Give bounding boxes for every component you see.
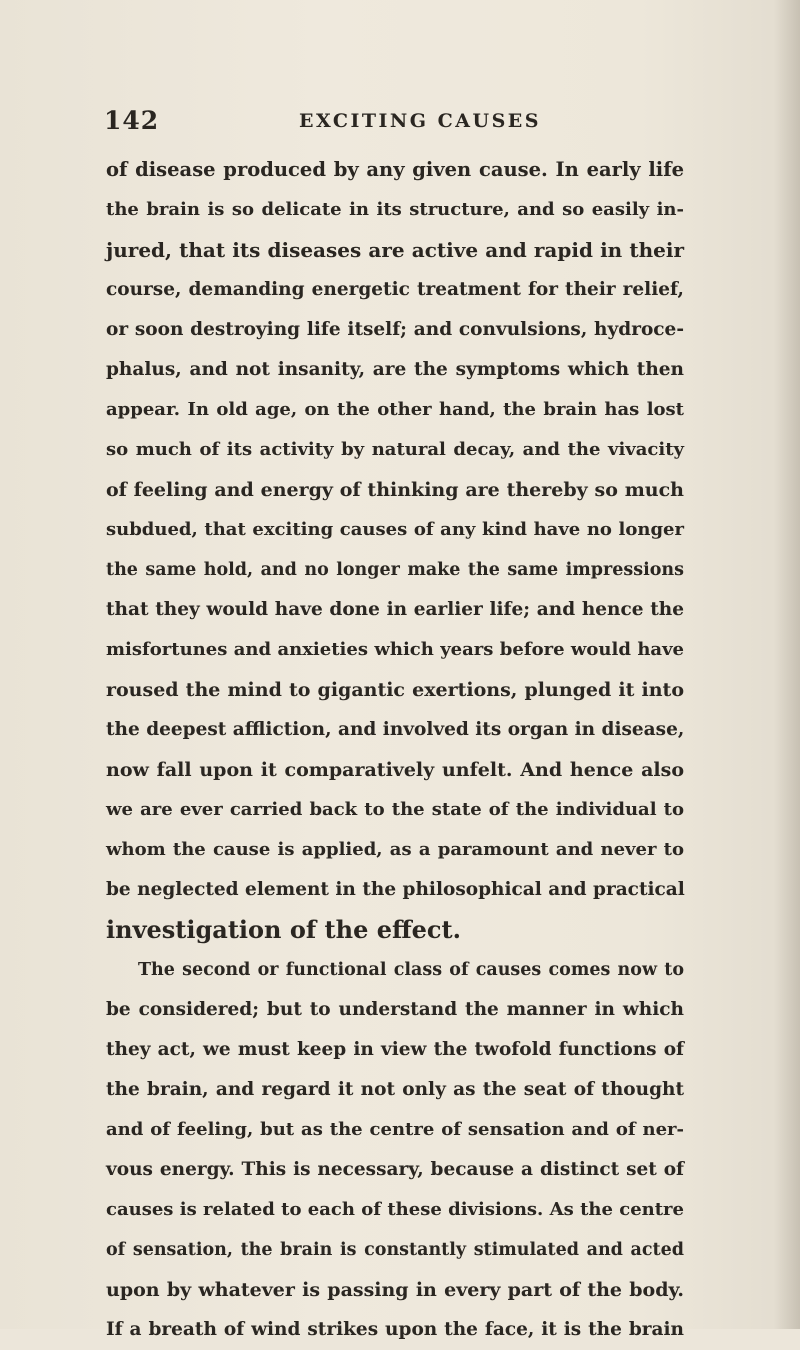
text-line: the same hold, and no longer make the same impressions — [106, 560, 684, 580]
page-number: 142 — [104, 106, 160, 135]
text-line: the brain, and regard it not only as the seat of thought — [106, 1079, 684, 1100]
text-line: of disease produced by any given cause. In early life — [106, 158, 684, 181]
text-line: so much of its activity by natural decay, and the vivacity — [106, 439, 684, 460]
text-line: If a breath of wind strikes upon the face, it is the brain — [106, 1319, 684, 1340]
text-line: be neglected element in the philosophical and practical — [106, 879, 685, 900]
text-line: the deepest affliction, and involved its organ in disease, — [106, 719, 685, 740]
text-line: phalus, and not insanity, are the symptoms which then — [106, 359, 684, 380]
text-line: investigation of the effect. — [106, 915, 461, 944]
text-line: they act, we must keep in view the twofold functions of — [106, 1039, 684, 1060]
text-line: the brain is so delicate in its structure, and so easily in- — [106, 199, 684, 220]
text-line: now fall upon it comparatively unfelt. And hence also — [106, 759, 684, 781]
text-line: subdued, that exciting causes of any kind have no longer — [106, 519, 684, 540]
text-line: misfortunes and anxieties which years before would have — [106, 639, 684, 660]
text-line: of feeling and energy of thinking are thereby so much — [106, 479, 684, 501]
text-line: course, demanding energetic treatment for their relief, — [106, 279, 684, 300]
text-line: appear. In old age, on the other hand, the brain has lost — [106, 399, 684, 420]
text-line: roused the mind to gigantic exertions, plunged it into — [106, 679, 684, 701]
page-header — [104, 106, 704, 140]
text-line: of sensation, the brain is constantly stimulated and acted — [106, 1240, 684, 1260]
text-line: and of feeling, but as the centre of sensation and of ner- — [106, 1119, 684, 1140]
text-line: be considered; but to understand the manner in which — [106, 999, 684, 1020]
text-line: whom the cause is applied, as a paramount and never to — [106, 839, 684, 860]
page-edge-shadow — [774, 0, 800, 1329]
text-line: The second or functional class of causes comes now to — [138, 960, 684, 980]
text-line: that they would have done in earlier life; and hence the — [106, 599, 684, 620]
text-line: upon by whatever is passing in every part of the body. — [106, 1279, 684, 1301]
text-line: we are ever carried back to the state of the individual to — [106, 799, 684, 820]
text-line: vous energy. This is necessary, because a distinct set of — [106, 1159, 684, 1180]
running-head: EXCITING CAUSES — [299, 110, 541, 132]
text-line: jured, that its diseases are active and rapid in their — [106, 238, 684, 262]
text-line: causes is related to each of these divisions. As the centre — [106, 1199, 684, 1220]
text-line: or soon destroying life itself; and convulsions, hydroce- — [106, 319, 684, 340]
